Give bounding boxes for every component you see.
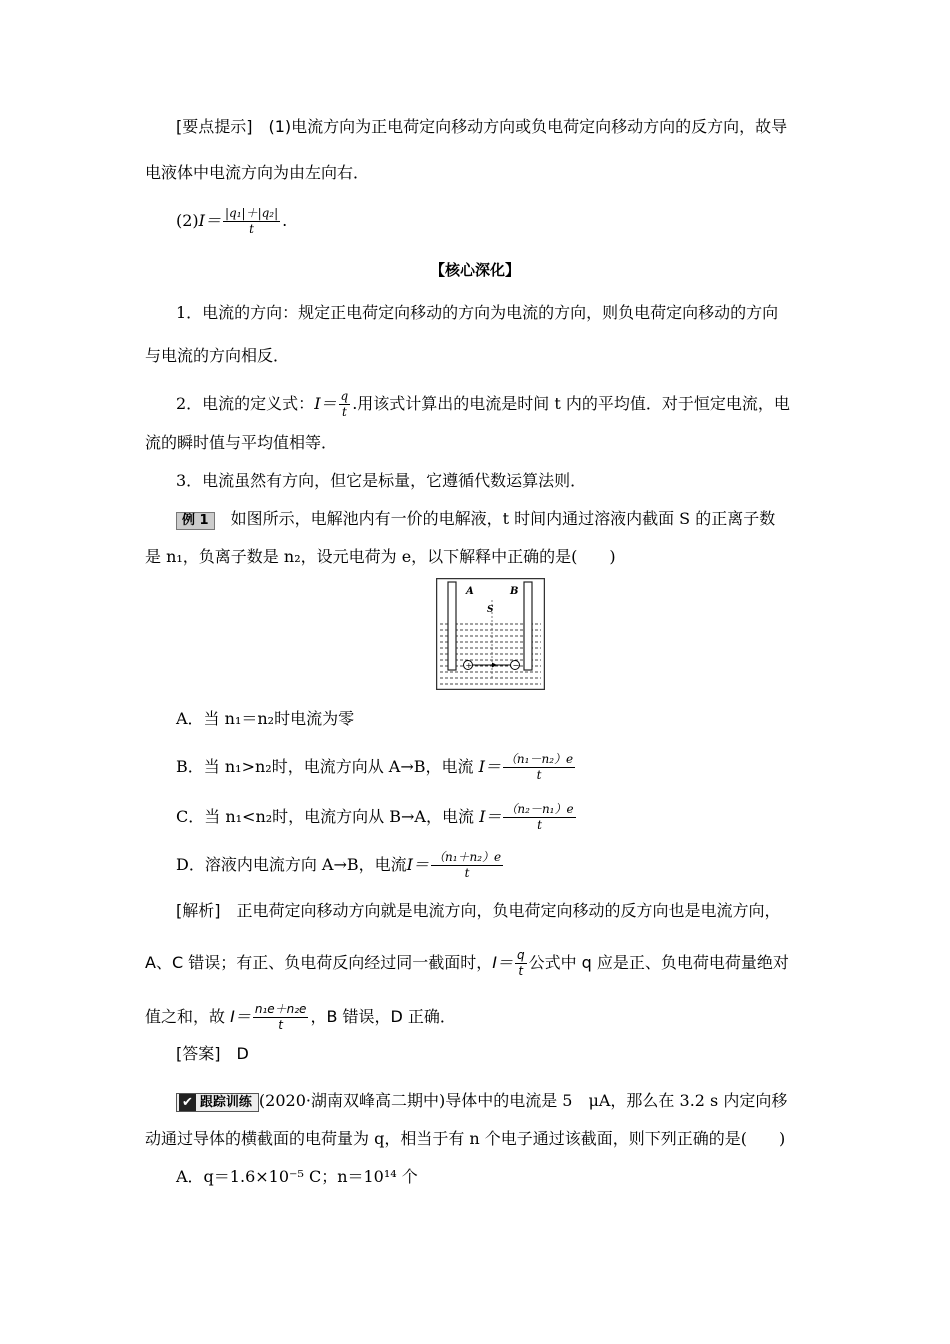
option-b-fraction bbox=[503, 752, 575, 783]
analysis-line-3-i: I＝ bbox=[230, 1007, 251, 1026]
analysis-line-1: [解析] 正电荷定向移动方向就是电流方向，负电荷定向移动的反方向也是电流方向， bbox=[176, 901, 781, 920]
option-d-num: （n₁＋n₂）e bbox=[432, 850, 502, 864]
option-d-i: I＝ bbox=[406, 855, 429, 874]
point-2-fraction bbox=[339, 389, 351, 420]
analysis-fraction-2-num: n₁e＋n₂e bbox=[254, 1002, 307, 1016]
analysis-fraction-1 bbox=[515, 948, 527, 979]
example-line-1-text: 如图所示，电解池内有一价的电解液，t 时间内通过溶液内截面 S 的正离子数 bbox=[214, 509, 776, 528]
point-2-line-1 bbox=[176, 389, 790, 420]
analysis-fraction-2-den: t bbox=[278, 1018, 283, 1032]
point-2-fraction-den: t bbox=[341, 405, 347, 419]
option-d bbox=[176, 850, 505, 881]
tracking-line-1 bbox=[176, 1090, 787, 1112]
example-line-1 bbox=[176, 508, 775, 530]
label-b: B bbox=[510, 586, 519, 597]
point-2-rest: .用该式计算出的电流是时间 t 内的平均值．对于恒定电流，电 bbox=[352, 394, 790, 413]
point-3: 3．电流虽然有方向，但它是标量，它遵循代数运算法则． bbox=[176, 471, 587, 490]
section-title: 【核心深化】 bbox=[429, 261, 520, 279]
check-icon: ✔ bbox=[179, 1094, 196, 1111]
hint-line-1: [要点提示] (1)电流方向为正电荷定向移动方向或负电荷定向移动方向的反方向，故导 bbox=[176, 117, 788, 136]
analysis-line-3 bbox=[145, 1002, 456, 1033]
point-2-i: I＝ bbox=[314, 394, 337, 413]
hint-formula-i: I＝ bbox=[198, 211, 221, 230]
hint-fraction-den: t bbox=[249, 222, 254, 236]
positive-ion-sign: + bbox=[465, 661, 473, 670]
option-d-text: D．溶液内电流方向 A→B，电流 bbox=[176, 855, 407, 874]
analysis-fraction-1-den: t bbox=[518, 964, 524, 978]
tracking-badge bbox=[176, 1093, 259, 1112]
option-c-den: t bbox=[537, 818, 542, 832]
negative-ion-sign: − bbox=[512, 661, 520, 670]
analysis-line-3-b: ，B 错误，D 正确． bbox=[310, 1007, 456, 1026]
analysis-fraction-1-num: q bbox=[516, 948, 525, 962]
hint-fraction bbox=[223, 206, 280, 237]
example-badge: 例 1 bbox=[176, 512, 215, 530]
analysis-line-2 bbox=[145, 948, 789, 979]
hint-fraction-num: |q₁|＋|q₂| bbox=[225, 206, 279, 220]
point-2-fraction-num: q bbox=[340, 389, 349, 403]
option-c-text: C．当 n₁<n₂时，电流方向从 B→A，电流 bbox=[176, 807, 474, 826]
option-a: A．当 n₁＝n₂时电流为零 bbox=[176, 709, 355, 728]
option-d-den: t bbox=[464, 866, 470, 880]
point-2-prefix: 2．电流的定义式： bbox=[176, 394, 315, 413]
hint-formula-end: . bbox=[282, 211, 288, 230]
hint-formula bbox=[176, 206, 287, 237]
option-c-i: I＝ bbox=[479, 807, 502, 826]
analysis-line-2-b: 公式中 q 应是正、负电荷电荷量绝对 bbox=[528, 953, 789, 972]
option-c bbox=[176, 802, 578, 833]
tracking-option-a: A．q＝1.6×10⁻⁵ C；n＝10¹⁴ 个 bbox=[176, 1167, 418, 1186]
label-s: S bbox=[487, 605, 494, 615]
option-b-i: I＝ bbox=[478, 757, 501, 776]
tracking-badge-label: 跟踪训练 bbox=[199, 1095, 252, 1110]
analysis-line-2-a: A、C 错误；有正、负电荷反向经过同一截面时， bbox=[145, 953, 493, 972]
electrolytic-cell-figure bbox=[436, 578, 545, 690]
example-line-2: 是 n₁，负离子数是 n₂，设元电荷为 e，以下解释中正确的是( ) bbox=[145, 547, 616, 566]
analysis-fraction-2 bbox=[253, 1002, 309, 1033]
electrode-b bbox=[524, 582, 532, 670]
tracking-line-2: 动通过导体的横截面的电荷量为 q，相当于有 n 个电子通过该截面，则下列正确的是( ) bbox=[145, 1129, 786, 1148]
point-1-line-1: 1．电流的方向：规定正电荷定向移动的方向为电流的方向，则负电荷定向移动的方向 bbox=[176, 303, 779, 322]
option-b-text: B．当 n₁>n₂时，电流方向从 A→B，电流 bbox=[176, 757, 474, 776]
hint-line-2: 电液体中电流方向为由左向右． bbox=[145, 163, 370, 182]
option-b bbox=[176, 752, 577, 783]
option-d-fraction bbox=[431, 850, 503, 881]
option-c-fraction bbox=[503, 802, 575, 833]
tracking-line-1-text: (2020·湖南双峰高二期中)导体中的电流是 5 μA，那么在 3.2 s 内定向移 bbox=[258, 1091, 788, 1110]
point-1-line-2: 与电流的方向相反． bbox=[145, 346, 290, 365]
answer: [答案] D bbox=[176, 1044, 249, 1063]
electrode-a bbox=[448, 582, 456, 670]
option-c-num: （n₂－n₁）e bbox=[505, 802, 574, 816]
point-2-line-2: 流的瞬时值与平均值相等． bbox=[145, 433, 338, 452]
label-a: A bbox=[466, 586, 474, 597]
option-b-num: （n₁－n₂）e bbox=[504, 752, 574, 766]
hint-formula-prefix: (2) bbox=[176, 211, 199, 230]
analysis-line-2-i: I＝ bbox=[492, 953, 513, 972]
analysis-line-3-a: 值之和，故 bbox=[145, 1007, 231, 1026]
option-b-den: t bbox=[536, 768, 542, 782]
